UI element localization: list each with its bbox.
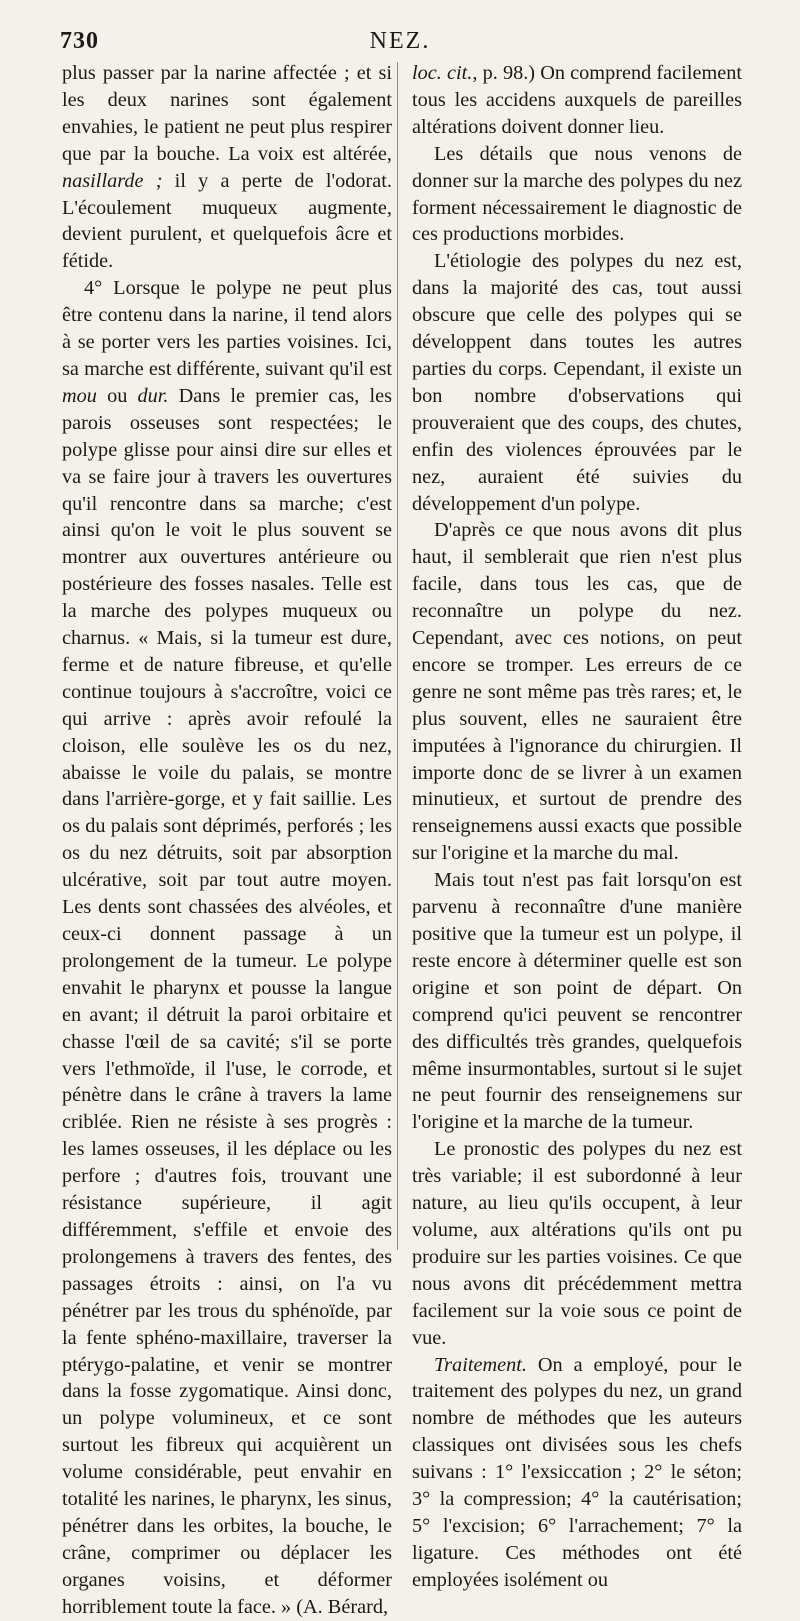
page-header [60,28,740,58]
text-run: Mais tout n'est pas fait lorsqu'on est parvenu à reconnaître d'une manière positive que la tumeur est un polype, il reste encore à déterminer quelle est son origine et son point de départ. On comprend qu'ici peuvent se rencontrer des difficultés très grandes, quelquefois même insurmontables, surtout si le sujet ne peut fournir des renseignemens sur l'origine et la marche de la tumeur. [412,869,742,1134]
text-run: ou [96,384,138,407]
page-number: 730 [60,28,99,54]
running-head: NEZ. [369,28,431,54]
text-run: L'étiologie des polypes du nez est, dans la majorité des cas, tout aussi obscure que celle des polypes qui se développent dans toutes les autres parties du corps. Cependant, il existe un bon nombre d'observations qui prouveraient que des coups, des chutes, enfin des violences éprouvées par le nez, auraient été suivies du développement d'un polype. [412,250,742,515]
text-run: Le pronostic des polypes du nez est très variable; il est subordonné à leur nature, au lieu qu'ils occupent, à leur volume, aux altérations qu'ils ont pu produire sur les parties voisines. Ce que nous avons dit précédemment mettra facilement sur la voie sous ce point de vue. [412,1138,742,1349]
text-run: On a employé, pour le traitement des polypes du nez, un grand nombre de méthodes que les auteurs classiques ont divisées sous les chefs suivans : 1° l'exsiccation ; 2° le séton; 3° la compression; 4° la cautérisation; 5° l'excision; 6° l'arrachement; 7° la ligature. Ces méthodes ont été employées isolément ou [412,1353,742,1591]
text-run: 4° Lorsque le polype ne peut plus être contenu dans la narine, il tend alors à se porter vers les parties voisines. Ici, sa marche est différente, suivant qu'il est [62,277,392,380]
paragraph [412,60,742,141]
left-column [62,60,392,1621]
paragraph [412,867,742,1136]
text-run: il y a perte de l'odorat. L'écoulement muqueux augmente, devient purulent, et quelquefois âcre et fétide. [62,169,392,273]
italic-text: mou [62,384,97,407]
paragraph [62,60,392,275]
text-run: Dans le premier cas, les parois osseuses sont respectées; le polype glisse pour ainsi dire sur elles et va se faire jour à travers les ouvertures qu'il rencontre dans sa marche; c'est ainsi qu'on le voit le plus souvent se montrer aux ouvertures antérieure ou postérieure des fosses nasales. Telle est la marche des polypes muqueux ou charnus. « Mais, si la tumeur est dure, ferme et de nature fibreuse, et qu'elle continue toujours à s'accroître, voici ce qui arrive : après avoir refoulé la cloison, elle soulève les os du nez, abaisse le voile du palais, se montre dans l'arrière-gorge, et y fait saillie. Les os du palais sont déprimés, perforés ; les os du nez détruits, soit par absorption ulcérative, soit par tout autre moyen. Les dents sont chassées des alvéoles, et ceux-ci donnent passage à un prolongement de la tumeur. Le polype envahit le pharynx et pousse la langue en avant; il détruit la paroi orbitaire et chasse l'œil de sa cavité; s'il se porte vers l'ethmoïde, il l'use, le corrode, et pénètre dans le crâne à travers la lame criblée. Rien ne résiste à ses progrès : les lames osseuses, il les déplace ou les perfore ; d'autres fois, trouvant une résistance supérieure, il agit différemment, s'effile et envoie des prolongemens à travers des fentes, des passages étroits : ainsi, on l'a vu pénétrer par les trous du sphénoïde, par la fente sphéno-maxillaire, traverser la ptérygo-palatine, et venir se montrer dans la fosse zygomatique. Ainsi donc, un polype volumineux, et ce sont surtout les fibreux qui acquièrent un volume considérable, peut envahir en totalité les narines, le pharynx, les sinus, pénétrer dans les orbites, la bouche, le crâne, comprimer ou déplacer les organes voisins, et déformer horriblement toute la face. » (A. Bérard, [62,384,393,1618]
column-divider [397,62,398,1250]
text-run: Les détails que nous venons de donner sur la marche des polypes du nez forment nécessairement le diagnostic de ces productions morbides. [412,142,742,246]
text-run: plus passer par la narine affectée ; et si les deux narines sont également envahies, le patient ne peut plus respirer que par la bouche. La voix est altérée, [62,62,392,165]
right-column [412,60,742,1594]
paragraph [412,1352,742,1594]
italic-text: nasillarde ; [62,169,163,192]
italic-text: dur. [137,384,169,407]
paragraph [412,517,742,867]
italic-text: loc. cit. [412,62,473,84]
paragraph [412,248,742,517]
text-run: D'après ce que nous avons dit plus haut, il semblerait que rien n'est plus facile, dans tous les cas, que de reconnaître un polype du nez. Cependant, avec ces notions, on peut encore se tromper. Les erreurs de ce genre ne sont même pas très rares; et, le plus souvent, elles ne sauraient être imputées à l'ignorance du chirurgien. Il importe donc de se livrer à un examen minutieux, et surtout de prendre des renseignemens aussi exacts que possible sur l'origine et la marche du mal. [412,519,742,865]
paragraph [412,1136,742,1351]
italic-text: Traitement. [434,1353,527,1376]
paragraph [412,141,742,249]
text-run: , p. 98.) On comprend facilement tous les accidens auxquels de pareilles altérations doivent donner lieu. [412,62,743,138]
paragraph [62,275,392,1620]
